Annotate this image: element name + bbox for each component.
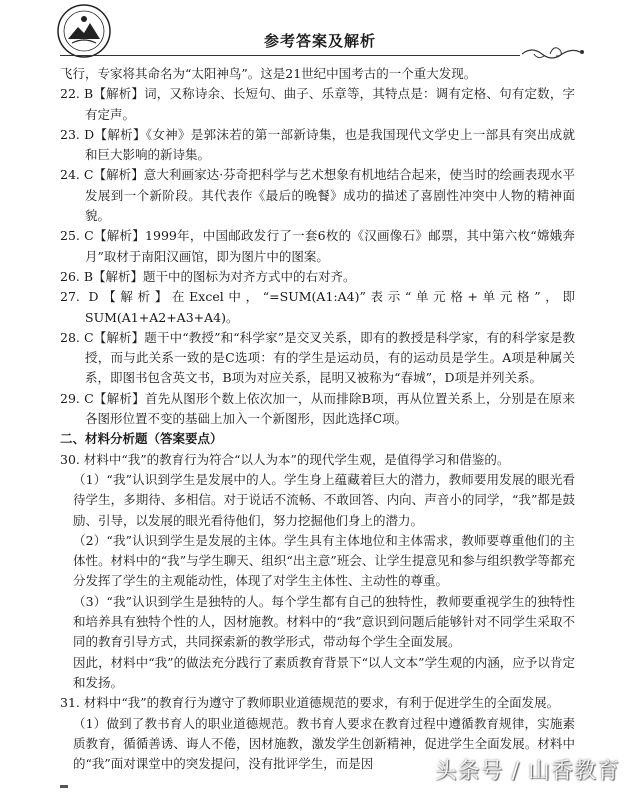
answer-23: 23. D【解析】《女神》是郭沫若的第一部新诗集，也是我国现代文学史上一部具有突出成就和巨大影响的新诗集。 bbox=[60, 126, 575, 163]
answer-30-point-2: （2）“我”认识到学生是发展的主体。学生具有主体地位和主体需求，教师要尊重他们的主体性。材料中的“我”与学生聊天、组织“出主意”班会、让学生提意见和参与组织教学等都充分发挥了学生的主观能动性，体现了对学生主体性、主动性的尊重。 bbox=[73, 532, 575, 589]
paragraph-continuation: 飞行，专家将其命名为“太阳神鸟”。这是21世纪中国考古的一个重大发现。 bbox=[60, 66, 477, 81]
section-heading: 二、材料分析题（答案要点） bbox=[60, 431, 223, 447]
answer-31: 31. 材料中“我”的教育行为遵守了教师职业道德规范的要求，有利于促进学生的全面发展。 bbox=[60, 695, 560, 711]
answer-29: 29. C【解析】首先从图形个数上依次加一，从而排除B项，再从位置关系上，分别是在原来各图形位置不变的基础上加入一个新图形，因此选择C项。 bbox=[60, 390, 575, 427]
answer-22: 22. B【解析】词，又称诗余、长短句、曲子、乐章等，其特点是：调有定格、句有定数，字有定声。 bbox=[60, 86, 575, 122]
answer-28: 28. C【解析】题干中“教授”和“科学家”是交叉关系，即有的教授是科学家，有的科学家是教授，而与此关系一致的是C选项：有的学生是运动员，有的运动员是学生。A项是种属关系，即图书包含英文书，B项为对应关系，昆明又被称为“春城”，D项是并列关系。 bbox=[60, 329, 575, 386]
answer-27: 27. D【解析】在Excel中，“=SUM(A1:A4)”表示“单元格+单元格”，即SUM(A1+A2+A3+A4)。 bbox=[60, 289, 575, 325]
answer-content bbox=[60, 64, 575, 774]
page-header bbox=[0, 0, 640, 66]
answer-31-point-1: （1）做到了教书育人的职业道德规范。教书育人要求在教育过程中遵循教育规律，实施素质教育，循循善诱、诲人不倦，因材施教，激发学生创新精神，促进学生全面发展。材料中的“我”面对课堂中的突发提问，没有批评学生，而是因 bbox=[73, 715, 575, 772]
answer-24: 24. C【解析】意大利画家达·芬奇把科学与艺术想象有机地结合起来，使当时的绘画表现水平发展到一个新阶段。其代表作《最后的晚餐》成功的描述了喜剧性冲突中人物的精神面貌。 bbox=[60, 167, 575, 224]
answer-30-point-3: （3）“我”认识到学生是独特的人。每个学生都有自己的独特性，教师要重视学生的独特性和培养具有独特个性的人，因材施教。材料中的“我”意识到问题后能够针对不同学生采取不同的教育引导方式，共同探索新的教学形式，带动每个学生全面发展。 bbox=[73, 593, 575, 650]
answer-30: 30. 材料中“我”的教育行为符合“以人为本”的现代学生观，是值得学习和借鉴的。 bbox=[60, 451, 510, 467]
page-title: 参考答案及解析 bbox=[263, 32, 376, 50]
header-divider bbox=[60, 55, 520, 56]
page-corner-mark bbox=[60, 785, 68, 788]
flourish-ornament-icon bbox=[520, 42, 590, 64]
watermark: 头条号 / 山香教育 bbox=[434, 759, 620, 784]
answer-25: 25. C【解析】1999年，中国邮政发行了一套6枚的《汉画像石》邮票，其中第六枚“嫦娥奔月”取材于南阳汉画馆，即为图片中的图案。 bbox=[60, 228, 575, 264]
answer-30-point-1: （1）“我”认识到学生是发展中的人。学生身上蕴藏着巨大的潜力，教师要用发展的眼光看待学生，多期待、多相信。对于说话不流畅、不敢回答、内向、声音小的同学，“我”都是鼓励、引导，以发展的眼光看待他们，努力挖掘他们身上的潜力。 bbox=[73, 471, 575, 528]
answer-26: 26. B【解析】题干中的图标为对齐方式中的右对齐。 bbox=[60, 268, 356, 284]
answer-30-conclusion: 因此，材料中“我”的做法充分践行了素质教育背景下“以人文本”学生观的内涵，应予以肯定和发扬。 bbox=[73, 654, 575, 690]
